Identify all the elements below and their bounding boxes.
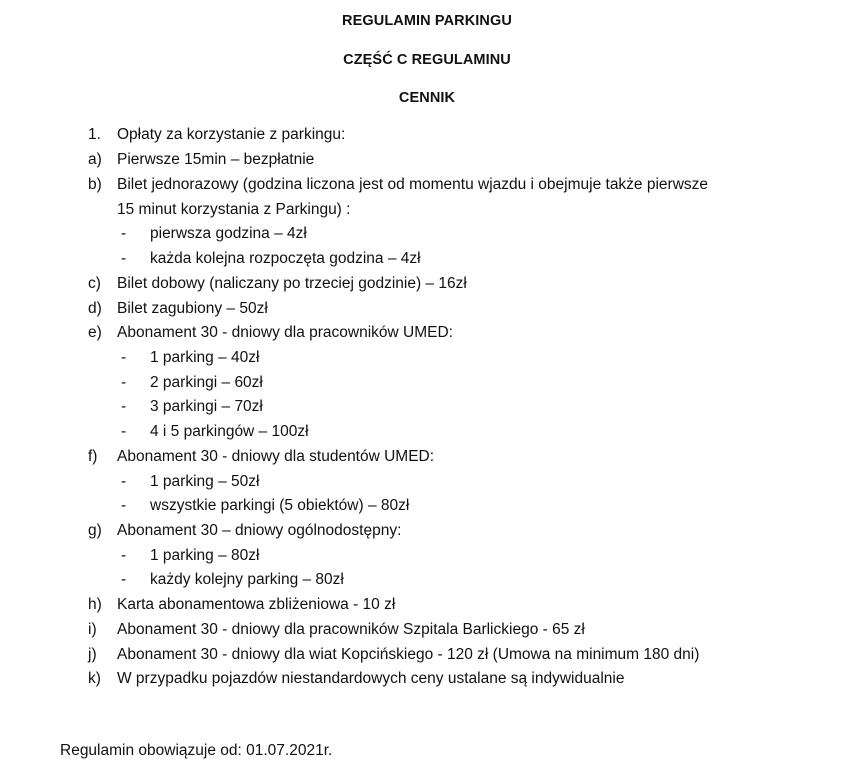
document-title: REGULAMIN PARKINGU (342, 13, 512, 29)
list-item-text: Abonament 30 - dniowy dla studentów UMED: (117, 448, 435, 465)
list-marker: 1. (88, 126, 101, 143)
list-marker: h) (88, 596, 102, 613)
list-marker: k) (88, 670, 101, 687)
list-item-text: Opłaty za korzystanie z parkingu: (117, 126, 346, 143)
list-item-text: Abonament 30 - dniowy dla wiat Kopcińskiego - 120 zł (Umowa na minimum 180 dni) (117, 646, 700, 663)
dash-bullet: - (121, 571, 127, 588)
sub-item-text: 3 parkingi – 70zł (150, 398, 263, 415)
list-item-text: W przypadku pojazdów niestandardowych ceny ustalane są indywidualnie (117, 670, 625, 687)
list-item-text: 15 minut korzystania z Parkingu) : (117, 201, 351, 218)
document-part-heading: CZĘŚĆ C REGULAMINU (343, 52, 511, 68)
dash-bullet: - (121, 423, 127, 440)
list-marker: b) (88, 176, 102, 193)
list-item-text: Abonament 30 – dniowy ogólnodostępny: (117, 522, 402, 539)
list-item-text: Pierwsze 15min – bezpłatnie (117, 151, 315, 168)
sub-item-text: pierwsza godzina – 4zł (150, 225, 307, 242)
list-marker: j) (88, 646, 97, 663)
dash-bullet: - (121, 473, 127, 490)
sub-item-text: każdy kolejny parking – 80zł (150, 571, 344, 588)
list-marker: i) (88, 621, 97, 638)
dash-bullet: - (121, 398, 127, 415)
sub-item-text: 1 parking – 40zł (150, 349, 260, 366)
list-item-text: Karta abonamentowa zbliżeniowa - 10 zł (117, 596, 396, 613)
effective-date-note: Regulamin obowiązuje od: 01.07.2021r. (60, 742, 333, 759)
list-marker: d) (88, 300, 102, 317)
dash-bullet: - (121, 374, 127, 391)
dash-bullet: - (121, 349, 127, 366)
list-item-text: Bilet zagubiony – 50zł (117, 300, 268, 317)
section-heading: CENNIK (398, 90, 456, 106)
list-marker: a) (88, 151, 102, 168)
sub-item-text: 2 parkingi – 60zł (150, 374, 263, 391)
sub-item-text: 1 parking – 50zł (150, 473, 260, 490)
dash-bullet: - (121, 497, 127, 514)
list-marker: f) (88, 448, 98, 465)
sub-item-text: wszystkie parkingi (5 obiektów) – 80zł (150, 497, 410, 514)
list-marker: g) (88, 522, 102, 539)
dash-bullet: - (121, 225, 127, 242)
list-item-text: Abonament 30 - dniowy dla pracowników Szpitala Barlickiego - 65 zł (117, 621, 585, 638)
sub-item-text: 4 i 5 parkingów – 100zł (150, 423, 309, 440)
sub-item-text: każda kolejna rozpoczęta godzina – 4zł (150, 250, 421, 267)
list-item-text: Bilet dobowy (naliczany po trzeciej godzinie) – 16zł (117, 275, 467, 292)
sub-item-text: 1 parking – 80zł (150, 547, 260, 564)
dash-bullet: - (121, 250, 127, 267)
list-item-text: Abonament 30 - dniowy dla pracowników UMED: (117, 324, 453, 341)
list-marker: e) (88, 324, 102, 341)
list-item-text: Bilet jednorazowy (godzina liczona jest od momentu wjazdu i obejmuje także pierwsze (117, 176, 709, 193)
dash-bullet: - (121, 547, 127, 564)
list-marker: c) (88, 275, 101, 292)
